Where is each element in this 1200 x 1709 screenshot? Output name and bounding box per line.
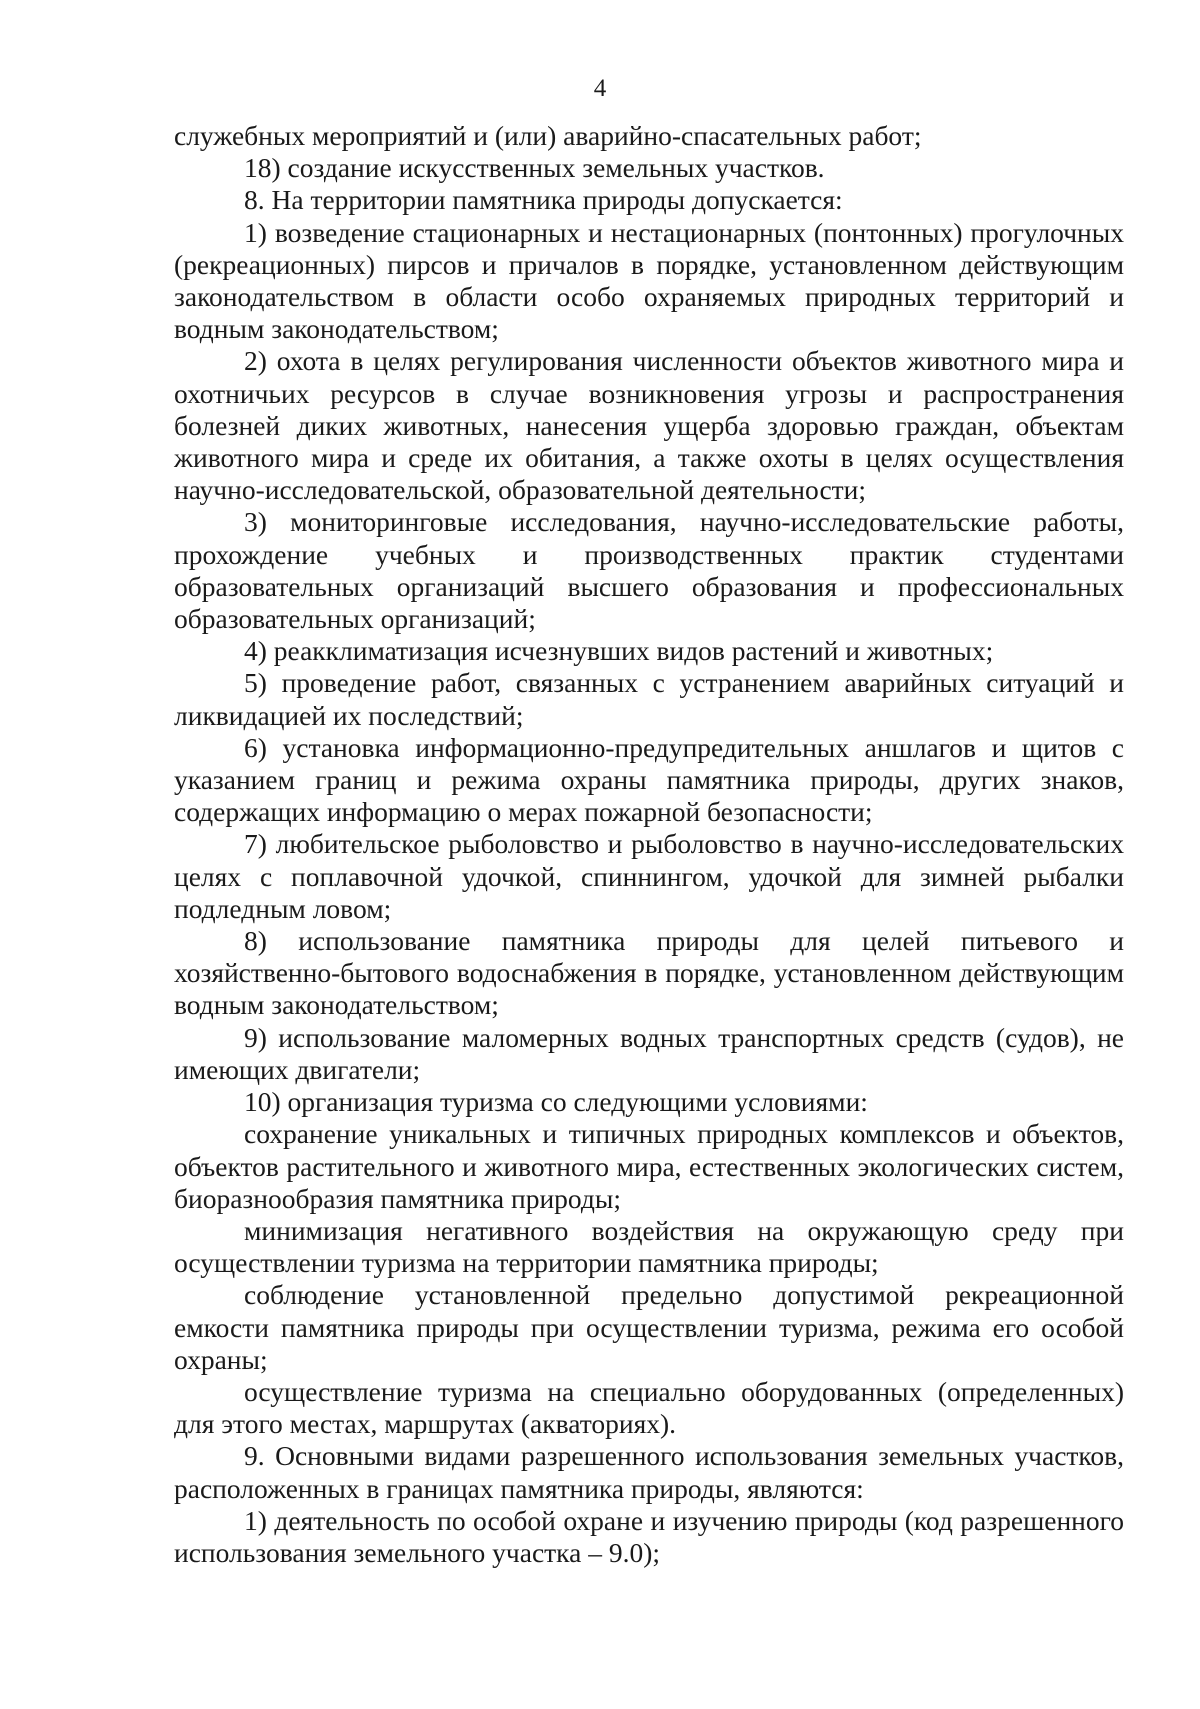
paragraph: 1) возведение стационарных и нестационарных (понтонных) прогулочных (рекреационных) пирсов и причалов в порядке, установленном действующим законодательством в области особо охраняемых природных территорий и водным законодательством;	[174, 216, 1124, 345]
paragraph: 3) мониторинговые исследования, научно-исследовательские работы, прохождение учебных и производственных практик студентами образовательных организаций высшего образования и профессиональных образовательных организаций;	[174, 506, 1124, 635]
paragraph: 1) деятельность по особой охране и изучению природы (код разрешенного использования земельного участка – 9.0);	[174, 1504, 1124, 1568]
paragraph: сохранение уникальных и типичных природных комплексов и объектов, объектов растительного и животного мира, естественных экологических систем, биоразнообразия памятника природы;	[174, 1118, 1124, 1214]
paragraph: соблюдение установленной предельно допустимой рекреационной емкости памятника природы при осуществлении туризма, режима его особой охраны;	[174, 1279, 1124, 1375]
paragraph: 7) любительское рыболовство и рыболовство в научно-исследовательских целях с поплавочной удочкой, спиннингом, удочкой для зимней рыбалки подледным ловом;	[174, 828, 1124, 924]
paragraph: осуществление туризма на специально оборудованных (определенных) для этого местах, маршрутах (акваториях).	[174, 1375, 1124, 1440]
paragraph: минимизация негативного воздействия на окружающую среду при осуществлении туризма на территории памятника природы;	[174, 1214, 1124, 1279]
paragraph: 8. На территории памятника природы допускается:	[244, 184, 843, 216]
paragraph: 9) использование маломерных водных транспортных средств (судов), не имеющих двигатели;	[174, 1021, 1124, 1085]
document-body	[174, 120, 1124, 1569]
paragraph: 10) организация туризма со следующими условиями:	[244, 1086, 868, 1118]
paragraph: 2) охота в целях регулирования численности объектов животного мира и охотничьих ресурсов в случае возникновения угрозы и распространения болезней диких животных, нанесения ущерба здоровью граждан, объектам животного мира и среде их обитания, а также охоты в целях осуществления научно-исследовательской, образовательной деятельности;	[174, 345, 1124, 506]
paragraph: 6) установка информационно-предупредительных аншлагов и щитов с указанием границ и режима охраны памятника природы, других знаков, содержащих информацию о мерах пожарной безопасности;	[174, 731, 1124, 828]
paragraph: служебных мероприятий и (или) аварийно-спасательных работ;	[174, 120, 922, 151]
paragraph: 5) проведение работ, связанных с устранением аварийных ситуаций и ликвидацией их последствий;	[174, 667, 1124, 731]
paragraph: 8) использование памятника природы для целей питьевого и хозяйственно-бытового водоснабжения в порядке, установленном действующим водным законодательством;	[174, 925, 1124, 1021]
paragraph: 18) создание искусственных земельных участков.	[244, 152, 825, 184]
page-number: 4	[593, 75, 607, 102]
paragraph: 9. Основными видами разрешенного использования земельных участков, расположенных в границах памятника природы, являются:	[174, 1440, 1124, 1504]
paragraph: 4) реакклиматизация исчезнувших видов растений и животных;	[244, 635, 994, 667]
